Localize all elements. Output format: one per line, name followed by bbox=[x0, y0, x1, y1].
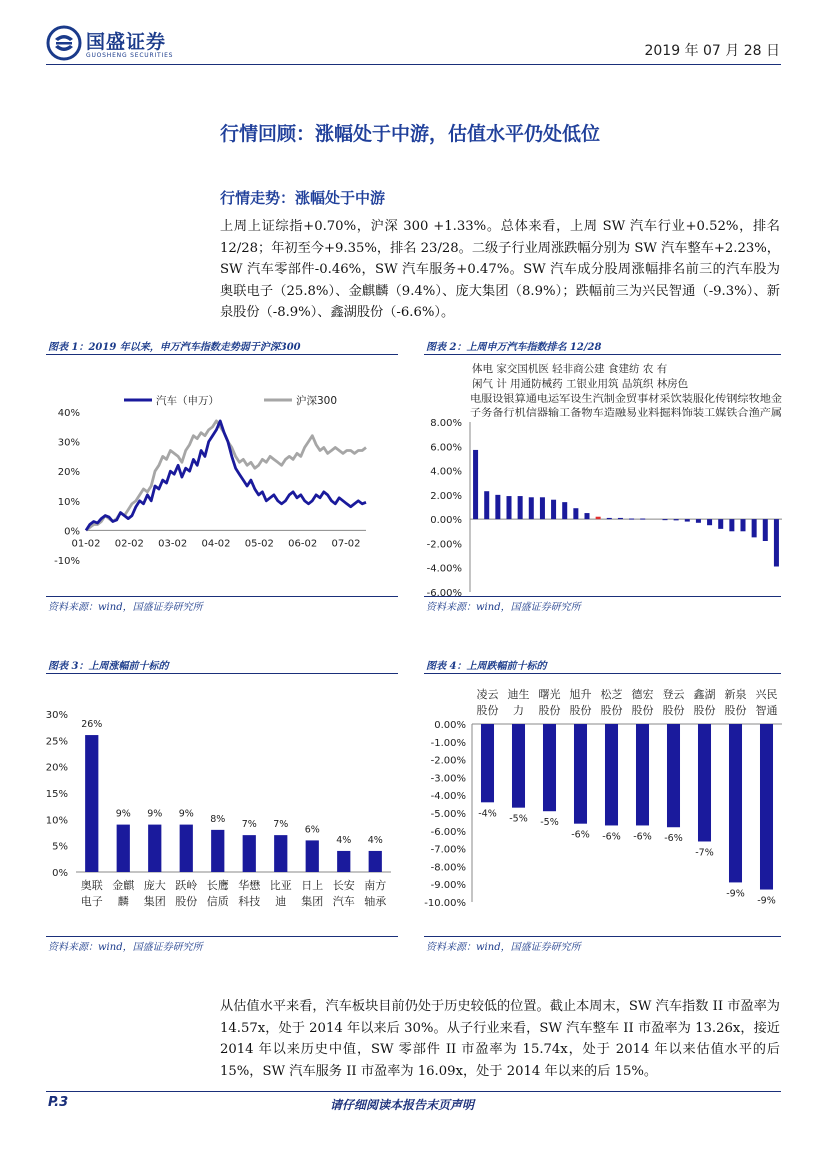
fig4-bar bbox=[574, 724, 587, 824]
fig2-bar bbox=[573, 508, 578, 519]
fig4-data-label: -6% bbox=[571, 829, 590, 841]
fig1-divider bbox=[46, 354, 398, 355]
fig3-category-label: 科技 bbox=[238, 895, 261, 908]
fig3-category-label: 集团 bbox=[301, 895, 324, 908]
fig4-y-tick: -10.00% bbox=[424, 898, 466, 909]
fig4-category-label: 股份 bbox=[569, 704, 592, 717]
fig2-bar bbox=[662, 519, 667, 520]
fig3-bar bbox=[243, 835, 256, 872]
fig1-y-tick: -10% bbox=[54, 556, 80, 567]
fig4-data-label: -9% bbox=[726, 888, 745, 900]
fig2-source: 资料来源：wind，国盛证券研究所 bbox=[426, 602, 581, 613]
fig4-y-tick: -5.00% bbox=[430, 809, 466, 820]
fig3-category-label: 长安 bbox=[332, 879, 355, 892]
fig1-legend-label: 汽车（申万） bbox=[156, 395, 219, 407]
fig4-bar bbox=[667, 724, 680, 827]
logo-subtext: GUOSHENG SECURITIES bbox=[86, 52, 174, 59]
fig2-y-tick: 6.00% bbox=[430, 442, 462, 454]
fig2-bar bbox=[584, 513, 589, 519]
fig4-category-label: 旭升 bbox=[569, 688, 592, 701]
fig4-source: 资料来源：wind，国盛证券研究所 bbox=[426, 942, 581, 953]
fig2-y-tick: 4.00% bbox=[430, 466, 462, 478]
fig4-bar bbox=[636, 724, 649, 825]
fig2-bar bbox=[484, 491, 489, 519]
fig3-category-label: 信质 bbox=[206, 895, 229, 908]
fig3-source: 资料来源：wind，国盛证券研究所 bbox=[48, 942, 203, 953]
fig3-category-label: 集团 bbox=[143, 895, 166, 908]
fig3-category-label: 股份 bbox=[175, 895, 198, 908]
fig1-x-tick: 02-02 bbox=[114, 538, 144, 550]
fig1-x-tick: 05-02 bbox=[244, 538, 274, 550]
fig4-category-label: 股份 bbox=[538, 704, 561, 717]
fig2-y-tick: -4.00% bbox=[426, 563, 462, 575]
fig1-x-tick: 06-02 bbox=[288, 538, 318, 550]
fig2-y-tick: 0.00% bbox=[430, 515, 462, 527]
fig4-category-label: 德宏 bbox=[631, 688, 654, 701]
fig4-y-tick: -3.00% bbox=[430, 773, 466, 785]
fig1-title: 图表 1：2019 年以来，申万汽车指数走势弱于沪深300 bbox=[48, 342, 301, 353]
fig4-bar bbox=[605, 724, 618, 825]
fig2-category-row-top: 体电 家交国机医 轻非商公建 食建纺 农 有 bbox=[472, 363, 668, 375]
fig3-category-label: 轴承 bbox=[364, 895, 387, 908]
fig3-y-tick: 10% bbox=[46, 815, 68, 827]
fig4-category-label: 登云 bbox=[662, 688, 685, 701]
fig3-gainers-chart bbox=[46, 680, 398, 932]
fig3-category-label: 汽车 bbox=[332, 895, 355, 908]
fig3-data-label: 9% bbox=[115, 808, 131, 820]
fig4-y-tick: -2.00% bbox=[430, 755, 466, 767]
fig1-y-tick: 40% bbox=[57, 408, 80, 419]
fig2-bar bbox=[629, 519, 634, 520]
fig4-y-tick: -4.00% bbox=[430, 791, 466, 803]
fig4-y-tick: 0.00% bbox=[434, 720, 466, 731]
fig3-data-label: 26% bbox=[81, 719, 103, 731]
fig4-data-label: -4% bbox=[478, 808, 497, 820]
fig4-bar bbox=[512, 724, 525, 808]
fig3-category-label: 长鹰 bbox=[206, 879, 229, 892]
fig3-bar bbox=[306, 840, 319, 872]
fig3-category-label: 奥联 bbox=[80, 879, 103, 892]
market-review-paragraph: 上周上证综指+0.70%，沪深 300 +1.33%。总体来看，上周 SW 汽车行业+0.52%，排名 12/28；年初至今+9.35%，排名 23/28。二级子行业周涨跌幅分别为 SW 汽车整车+2.23%，SW 汽车零部件-0.46%，SW 汽车服务+0.47%。SW 汽车成分股周涨幅排名前三的汽车股为奥联电子（25.8%）、金麒麟（9.4%）、庞大集团（8.9%）；跌幅前三为兴民智通（-9.3%）、新泉股份（-8.9%）、鑫湖股份（-6.6%）。 bbox=[220, 219, 780, 320]
fig3-category-label: 比亚 bbox=[269, 879, 292, 892]
fig4-bar bbox=[481, 724, 494, 802]
fig4-title: 图表 4：上周跌幅前十标的 bbox=[426, 661, 547, 672]
fig4-category-label: 股份 bbox=[724, 704, 747, 717]
fig4-category-label: 股份 bbox=[662, 704, 685, 717]
fig2-bar bbox=[696, 519, 701, 523]
fig2-y-tick: -2.00% bbox=[426, 539, 462, 551]
company-logo-icon bbox=[46, 25, 82, 61]
fig3-y-tick: 25% bbox=[46, 736, 68, 748]
fig3-bottom-divider bbox=[46, 936, 398, 937]
fig3-category-label: 金麒 bbox=[112, 879, 135, 892]
fig3-category-label: 庞大 bbox=[143, 879, 166, 892]
fig3-title: 图表 3：上周涨幅前十标的 bbox=[48, 661, 169, 672]
fig4-category-label: 鑫湖 bbox=[693, 688, 716, 701]
fig4-category-label: 智通 bbox=[755, 704, 778, 717]
fig2-bar bbox=[607, 518, 612, 519]
fig2-bar bbox=[718, 519, 723, 529]
fig2-bar bbox=[596, 517, 601, 519]
fig2-y-tick: -6.00% bbox=[426, 588, 462, 598]
fig2-bar bbox=[740, 519, 745, 531]
header-divider bbox=[46, 64, 781, 65]
fig3-y-tick: 5% bbox=[52, 841, 68, 853]
fig3-category-label: 跃岭 bbox=[175, 879, 198, 892]
fig4-category-label: 凌云 bbox=[476, 688, 499, 701]
fig2-bar bbox=[752, 519, 757, 537]
fig3-category-label: 迪 bbox=[275, 895, 287, 908]
fig1-x-tick: 01-02 bbox=[71, 538, 101, 550]
fig4-category-label: 股份 bbox=[600, 704, 623, 717]
fig3-data-label: 4% bbox=[336, 834, 352, 846]
fig1-source: 资料来源：wind，国盛证券研究所 bbox=[48, 602, 203, 613]
fig3-data-label: 8% bbox=[210, 813, 226, 825]
fig2-bar bbox=[729, 519, 734, 531]
fig3-data-label: 4% bbox=[367, 834, 383, 846]
fig4-bar bbox=[543, 724, 556, 811]
fig3-bar bbox=[211, 830, 224, 872]
fig4-y-tick: -6.00% bbox=[430, 826, 466, 838]
fig3-bar bbox=[85, 735, 98, 872]
fig1-bottom-divider bbox=[46, 596, 398, 597]
fig4-category-label: 曙光 bbox=[538, 688, 561, 701]
section-title: 行情走势：涨幅处于中游 bbox=[220, 189, 386, 207]
fig4-category-label: 股份 bbox=[631, 704, 654, 717]
fig2-bar bbox=[707, 519, 712, 525]
fig4-bar bbox=[698, 724, 711, 841]
fig4-losers-chart bbox=[424, 680, 784, 932]
valuation-paragraph: 从估值水平来看，汽车板块目前仍处于历史较低的位置。截止本周末，SW 汽车指数 II 市盈率为 14.57x，处于 2014 年以来后 30%。从子行业来看，SW 汽车整车 II 市盈率为 13.26x，接近 2014 年以来历史中值，SW 零部件 II 市盈率为 15.74x，处于 2014 年以来估值水平的后 15%，SW 汽车服务 II 市盈率为 16.09x，处于 2014 年以来的后 15%。 bbox=[220, 999, 780, 1079]
fig4-category-label: 新泉 bbox=[724, 688, 747, 701]
fig4-data-label: -5% bbox=[509, 813, 528, 825]
fig2-y-tick: 2.00% bbox=[430, 490, 462, 502]
fig3-category-label: 华懋 bbox=[238, 879, 261, 892]
fig2-bar bbox=[529, 497, 534, 519]
logo-text: 国盛证券 bbox=[86, 31, 167, 53]
fig2-bar bbox=[562, 502, 567, 519]
fig4-y-tick: -9.00% bbox=[430, 880, 466, 892]
fig2-title: 图表 2：上周申万汽车指数排名 12/28 bbox=[426, 342, 602, 353]
fig2-bar bbox=[763, 519, 768, 541]
fig3-data-label: 7% bbox=[241, 819, 257, 831]
fig3-bar bbox=[337, 851, 350, 872]
fig4-category-label: 兴民 bbox=[755, 688, 778, 701]
fig1-y-tick: 10% bbox=[57, 496, 80, 508]
fig4-data-label: -6% bbox=[602, 831, 621, 843]
report-date: 2019 年 07 月 28 日 bbox=[644, 43, 780, 59]
fig1-x-tick: 04-02 bbox=[201, 538, 231, 550]
fig2-bar bbox=[506, 496, 511, 519]
fig2-category-row-bottom: 子务备行机信器输工备物车造融易业料掘料饰装工媒铁合渔产属 bbox=[470, 408, 756, 419]
fig4-category-label: 松芝 bbox=[600, 688, 623, 701]
fig3-divider bbox=[46, 673, 398, 674]
fig1-x-tick: 03-02 bbox=[158, 538, 188, 550]
fig2-bottom-divider bbox=[424, 596, 781, 597]
fig3-y-tick: 0% bbox=[52, 868, 68, 879]
fig2-divider bbox=[424, 354, 781, 355]
footer-disclaimer: 请仔细阅读本报告末页声明 bbox=[330, 1098, 475, 1112]
fig4-bottom-divider bbox=[424, 936, 781, 937]
fig2-bar bbox=[495, 495, 500, 519]
fig1-line-chart bbox=[46, 360, 398, 592]
fig2-bar bbox=[518, 496, 523, 519]
fig2-bar bbox=[473, 450, 478, 519]
fig4-category-label: 股份 bbox=[476, 704, 499, 717]
fig3-bar bbox=[117, 825, 130, 872]
fig2-bar bbox=[774, 519, 779, 566]
fig4-bar bbox=[760, 724, 773, 890]
fig2-bar bbox=[685, 519, 690, 521]
fig4-y-tick: -7.00% bbox=[430, 844, 466, 856]
fig4-data-label: -7% bbox=[695, 847, 714, 859]
fig3-y-tick: 30% bbox=[46, 710, 68, 721]
fig3-category-label: 麟 bbox=[117, 895, 129, 908]
fig4-y-tick: -1.00% bbox=[430, 737, 466, 749]
fig2-bar bbox=[540, 497, 545, 519]
fig3-category-label: 南方 bbox=[364, 879, 387, 892]
fig3-data-label: 6% bbox=[304, 824, 320, 836]
fig4-category-label: 股份 bbox=[693, 704, 716, 717]
fig4-data-label: -5% bbox=[540, 817, 559, 829]
fig4-data-label: -6% bbox=[664, 833, 683, 845]
fig1-x-tick: 07-02 bbox=[331, 538, 361, 550]
fig4-bar bbox=[729, 724, 742, 882]
page-title: 行情回顾：涨幅处于中游，估值水平仍处低位 bbox=[220, 123, 601, 145]
fig3-y-tick: 20% bbox=[46, 762, 68, 774]
fig2-category-row-mid: 闲气 计 用通防械药 工银业用筑 品筑织 林房色 bbox=[472, 378, 689, 390]
page-number: P.3 bbox=[48, 1095, 69, 1110]
fig2-bar bbox=[551, 500, 556, 519]
fig1-y-tick: 20% bbox=[57, 467, 80, 479]
fig3-bar bbox=[180, 825, 193, 872]
fig3-category-label: 日上 bbox=[301, 879, 324, 892]
fig4-y-tick: -8.00% bbox=[430, 862, 466, 874]
fig3-data-label: 9% bbox=[178, 808, 194, 820]
fig3-data-label: 7% bbox=[273, 819, 289, 831]
fig4-data-label: -6% bbox=[633, 831, 652, 843]
fig3-bar bbox=[274, 835, 287, 872]
fig2-bar bbox=[640, 519, 645, 520]
fig3-y-tick: 15% bbox=[46, 789, 68, 800]
fig1-y-tick: 30% bbox=[57, 437, 80, 449]
fig4-category-label: 力 bbox=[513, 704, 524, 717]
fig4-data-label: -9% bbox=[757, 895, 776, 907]
fig3-bar bbox=[148, 825, 161, 872]
fig3-data-label: 9% bbox=[147, 808, 163, 820]
fig1-legend-label: 沪深300 bbox=[296, 395, 338, 407]
fig4-divider bbox=[424, 673, 781, 674]
fig2-ranking-chart bbox=[424, 360, 784, 598]
fig2-y-tick: 8.00% bbox=[430, 418, 462, 429]
fig2-category-row-bottom: 电服设银算通电运军设生汽制金贸事材采饮装服化传钢综牧地金 bbox=[470, 394, 756, 405]
fig4-category-label: 迪生 bbox=[507, 688, 530, 701]
fig3-category-label: 电子 bbox=[80, 895, 103, 908]
fig1-y-tick: 0% bbox=[64, 526, 80, 538]
fig3-bar bbox=[369, 851, 382, 872]
fig2-bar bbox=[674, 519, 679, 520]
footer-divider bbox=[46, 1091, 781, 1092]
fig2-bar bbox=[618, 518, 623, 519]
fig1-series-auto-line bbox=[86, 421, 366, 531]
